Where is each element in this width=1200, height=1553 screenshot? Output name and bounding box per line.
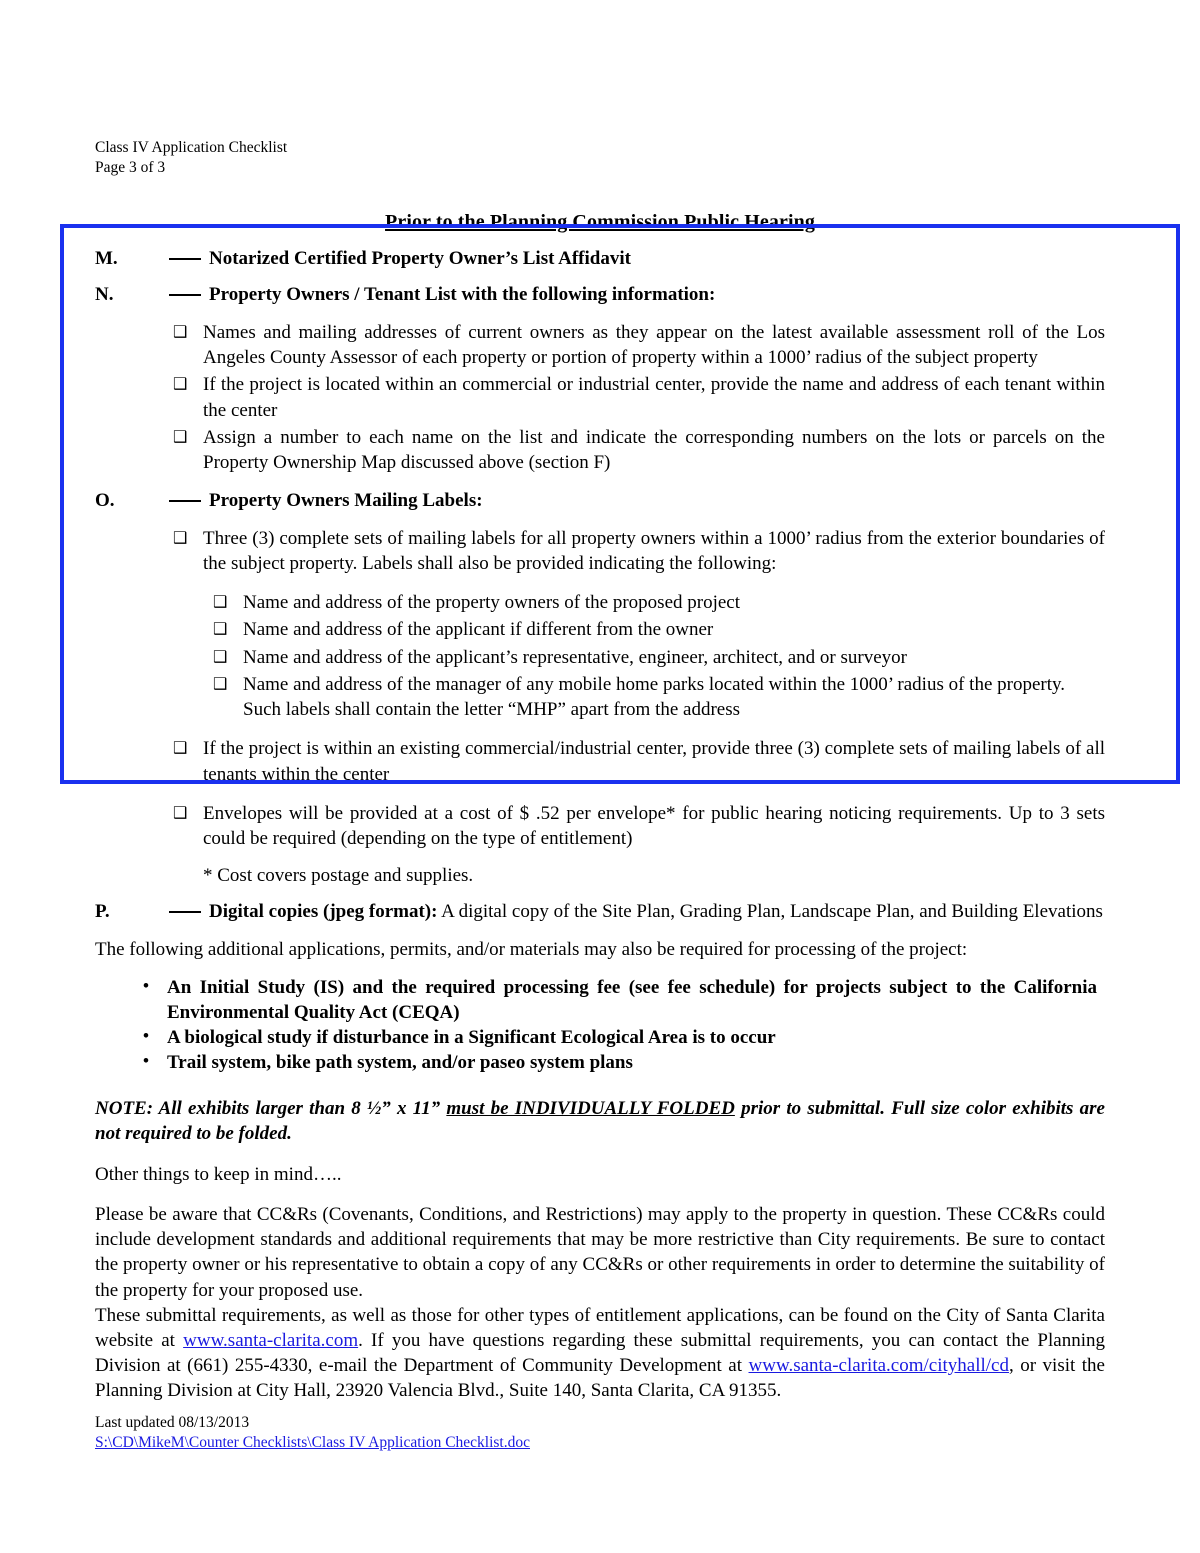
checkbox-icon[interactable]: ❑: [173, 374, 188, 394]
bullet-icon: •: [143, 975, 149, 995]
checklist-item-label: Assign a number to each name on the list and indicate the corresponding numbers on the lots or parcels on the Property Ownership Map discussed above (section F): [203, 426, 1105, 474]
document-header: [95, 138, 1105, 179]
bullet-label: A biological study if disturbance in a Significant Ecological Area is to occur: [167, 1027, 776, 1049]
checklist-item-label: Three (3) complete sets of mailing labels for all property owners within a 1000’ radius from the exterior boundaries of the subject property. Labels shall also be provided indicating the following:: [203, 527, 1105, 574]
last-updated-label: Last updated 08/13/2013: [95, 1413, 250, 1431]
checklist-subitem[interactable]: [213, 590, 1105, 615]
bullet-item: [125, 1050, 1105, 1075]
checkbox-icon[interactable]: ❑: [173, 426, 188, 446]
checklist-item-label: If the project is located within an commercial or industrial center, provide the name and address of each tenant within the center: [203, 374, 1105, 421]
item-n: [95, 284, 1105, 306]
checkbox-icon[interactable]: ❑: [213, 673, 228, 693]
note-part1: NOTE: All exhibits larger than 8 ½” x 11”: [95, 1097, 447, 1119]
item-n-letter: N.: [95, 283, 114, 305]
item-o: [95, 490, 1105, 512]
checklist-item-label: Envelopes will be provided at a cost of $ .52 per envelope* for public hearing noticing requirements. Up to 3 sets could be required (depending on the type of entitlement): [203, 802, 1105, 850]
checklist-item-envelopes[interactable]: [173, 801, 1105, 852]
additional-intro: The following additional applications, permits, and/or materials may also be required for processing of the project:: [95, 939, 968, 961]
header-title-line: Class IV Application Checklist: [95, 139, 288, 156]
bullet-label: Trail system, bike path system, and/or paseo system plans: [167, 1052, 633, 1074]
section-heading: Prior to the Planning Commission Public Hearing: [385, 210, 815, 233]
submittal-text-3: , or visit the Planning Division at City Hall, 23920 Valencia Blvd., Suite 140, Santa Clarita, CA 91355.: [95, 1354, 1105, 1401]
link-santa-clarita[interactable]: www.santa-clarita.com: [183, 1329, 359, 1351]
note-underlined: must be INDIVIDUALLY FOLDED: [446, 1097, 735, 1119]
checklist-subitem-label: Name and address of the manager of any mobile home parks located within the 1000’ radius of the property. Such labels shall contain the letter “MHP” apart from the address: [243, 673, 1066, 721]
item-o-blank-line[interactable]: [169, 500, 201, 502]
link-cityhall-cd[interactable]: www.santa-clarita.com/cityhall/cd: [748, 1354, 1009, 1376]
item-p-blank-line[interactable]: [169, 911, 201, 913]
envelope-cost-footnote: * Cost covers postage and supplies.: [203, 865, 474, 887]
bullet-item: [125, 975, 1105, 1026]
checklist-subitem[interactable]: [213, 617, 1105, 642]
checkbox-icon[interactable]: ❑: [213, 619, 228, 639]
bullet-icon: •: [143, 1051, 149, 1071]
checklist-item[interactable]: [173, 736, 1105, 787]
header-page-line: Page 3 of 3: [95, 159, 166, 177]
item-m-label: Notarized Certified Property Owner’s List Affidavit: [209, 247, 631, 269]
submittal-text-2: . If you have questions regarding these submittal requirements, you can contact the Planning Division at (661) 255-4330, e-mail the Department of Community Development at: [95, 1329, 1105, 1376]
other-things-lead: Other things to keep in mind…..: [95, 1164, 342, 1186]
item-p: [95, 901, 1105, 923]
checklist-item[interactable]: [173, 526, 1105, 577]
item-p-letter: P.: [95, 901, 110, 923]
note-part2: prior to submittal. Full size color exhibits are not required to be folded.: [95, 1097, 1105, 1145]
item-m-blank-line[interactable]: [169, 258, 201, 260]
bullet-icon: •: [143, 1026, 149, 1046]
checkbox-icon[interactable]: ❑: [173, 802, 188, 822]
checklist-item[interactable]: [173, 320, 1105, 371]
checklist-subitem[interactable]: [213, 672, 1105, 723]
checklist-subitem-label: Name and address of the property owners of the proposed project: [243, 592, 741, 614]
checklist-subitem[interactable]: [213, 645, 1105, 670]
item-p-label: [209, 901, 1105, 923]
item-n-label: Property Owners / Tenant List with the following information:: [209, 283, 716, 305]
item-m: [95, 248, 1105, 270]
document-content: [95, 138, 1105, 1453]
checklist-item-label: If the project is within an existing commercial/industrial center, provide three (3) complete sets of mailing labels of all tenants within the center: [203, 738, 1105, 785]
item-o-label: Property Owners Mailing Labels:: [209, 489, 483, 511]
checkbox-icon[interactable]: ❑: [213, 646, 228, 666]
file-path-link[interactable]: S:\CD\MikeM\Counter Checklists\Class IV Application Checklist.doc: [95, 1434, 530, 1452]
item-m-letter: M.: [95, 247, 118, 269]
submittal-text-1: These submittal requirements, as well as those for other types of entitlement applications, can be found on the City of Santa Clarita website at: [95, 1304, 1105, 1351]
checklist-subitem-label: Name and address of the applicant’s representative, engineer, architect, and or surveyor: [243, 646, 907, 668]
document-footer: [95, 1413, 1105, 1453]
additional-bullet-list: [125, 975, 1105, 1076]
checklist-item[interactable]: [173, 372, 1105, 423]
item-p-bold-lead: Digital copies (jpeg format):: [209, 901, 438, 923]
checklist-item-label: Names and mailing addresses of current owners as they appear on the latest available assessment roll of the Los Angeles County Assessor of each property or portion of property within a 1000’ radius of the subject property: [203, 321, 1105, 369]
checklist-item[interactable]: [173, 425, 1105, 476]
item-o-letter: O.: [95, 489, 115, 511]
item-n-blank-line[interactable]: [169, 294, 201, 296]
checkbox-icon[interactable]: ❑: [173, 321, 188, 341]
bullet-item: [125, 1025, 1105, 1050]
checkbox-icon[interactable]: ❑: [213, 592, 228, 612]
checkbox-icon[interactable]: ❑: [173, 527, 188, 547]
submittal-paragraph: [95, 1303, 1105, 1403]
ccrs-paragraph: Please be aware that CC&Rs (Covenants, Conditions, and Restrictions) may apply to the property in question. These CC&Rs could include development standards and additional requirements that may be more restrictive than City requirements. Be sure to contact the property owner or his representative to obtain a copy of any CC&Rs or other requirements in order to determine the suitability of the property for your proposed use.: [95, 1204, 1105, 1301]
checkbox-icon[interactable]: ❑: [173, 738, 188, 758]
checklist-subitem-label: Name and address of the applicant if different from the owner: [243, 619, 714, 641]
note-paragraph: [95, 1096, 1105, 1147]
bullet-label: An Initial Study (IS) and the required processing fee (see fee schedule) for projects subject to the California Environmental Quality Act (CEQA): [167, 976, 1097, 1023]
item-p-rest: A digital copy of the Site Plan, Grading Plan, Landscape Plan, and Building Elevations: [437, 901, 1103, 923]
